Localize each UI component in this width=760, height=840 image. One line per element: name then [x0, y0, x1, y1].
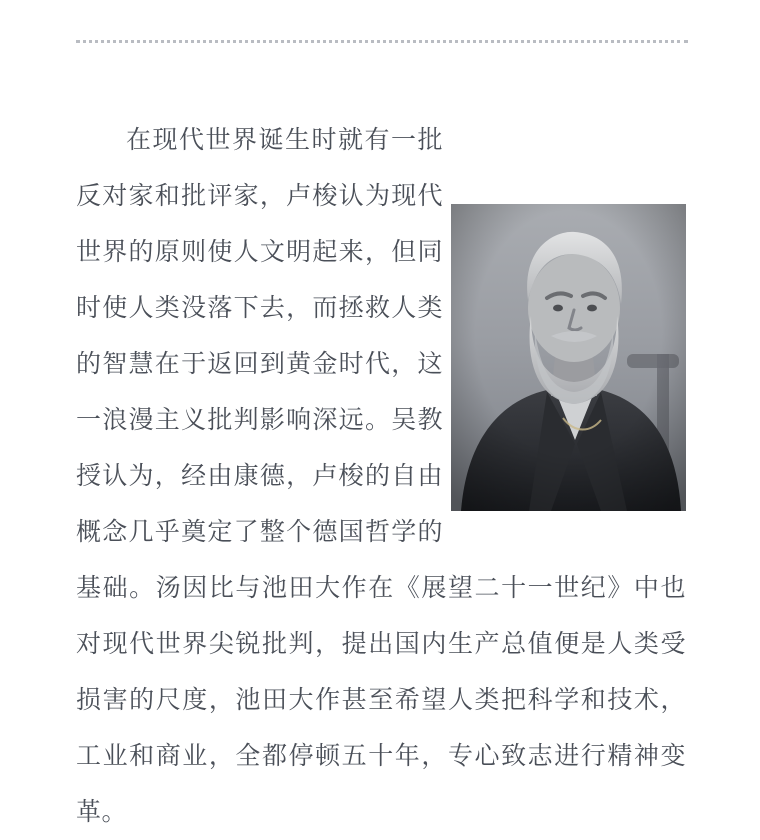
dotted-divider	[76, 40, 688, 43]
article-body	[76, 112, 686, 840]
portrait-photo	[451, 204, 686, 511]
portrait-illustration	[451, 204, 686, 511]
paragraph-text: 在现代世界诞生时就有一批反对家和批评家，卢梭认为现代世界的原则使人文明起来，但同时使人类没落下去，而拯救人类的智慧在于返回到黄金时代，这一浪漫主义批判影响深远。吴教授认为，经由康德，卢梭的自由概念几乎奠定了整个德国哲学的基础。汤因比与池田大作在《展望二十一世纪》中也对现代世界尖锐批判，提出国内生产总值便是人类受损害的尺度，池田大作甚至希望人类把科学和技术，工业和商业，全都停顿五十年，专心致志进行精神变革。	[76, 126, 686, 826]
